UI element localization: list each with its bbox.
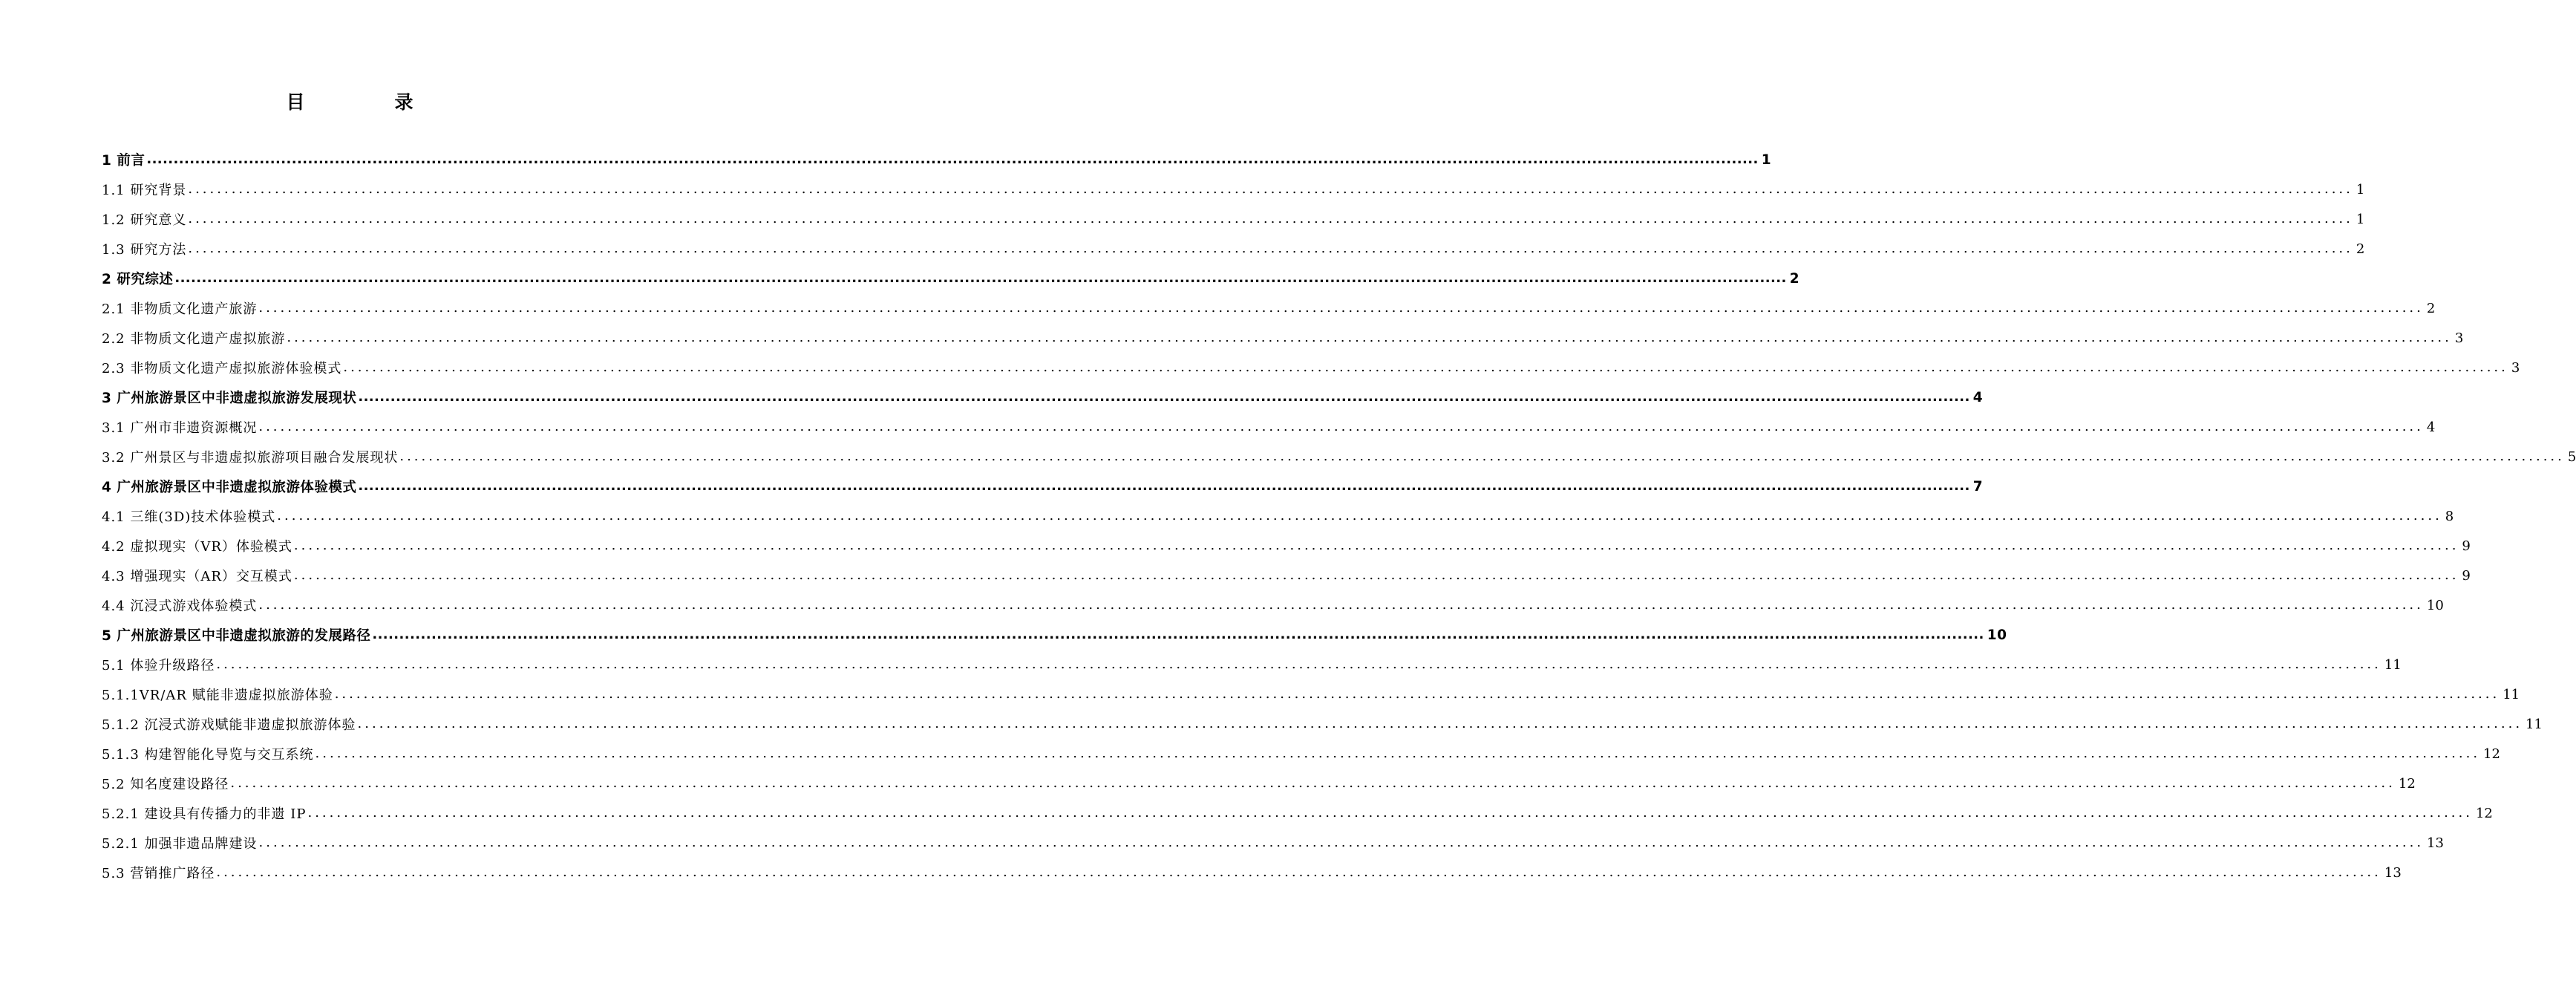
toc-entry-label: 3.2 广州景区与非遗虚拟旅游项目融合发展现状 [102,450,399,466]
toc-entry-page-number: 4 [1972,389,1984,405]
toc-dot-leader: ............................................................................................................................................................................................................................................................................................................ [293,567,2459,583]
toc-chapter-entry[interactable] [102,145,1772,175]
toc-entry-page-number: 10 [2426,597,2444,613]
toc-section-entry[interactable] [102,769,2416,798]
toc-entry-label: 5.2.1 加强非遗品牌建设 [102,836,258,852]
toc-entry-page-number: 7 [1972,478,1984,495]
toc-entry-page-number: 9 [2462,567,2471,584]
toc-dot-leader: ............................................................................................................................................................................................................................................................................................................ [307,804,2473,821]
toc-dot-leader: ............................................................................................................................................................................................................................................................................................................ [146,151,1759,167]
toc-dot-leader: ............................................................................................................................................................................................................................................................................................................ [258,834,2425,850]
toc-entry-label: 3.1 广州市非遗资源概况 [102,420,258,436]
toc-section-entry[interactable] [102,561,2471,590]
toc-entry-label: 2 研究综述 [102,272,174,287]
toc-entry-page-number: 2 [1789,270,1800,287]
toc-chapter-entry[interactable] [102,620,2007,650]
toc-entry-label: 4 广州旅游景区中非遗虚拟旅游体验模式 [102,480,357,495]
toc-entry-label: 1.1 研究背景 [102,183,187,198]
toc-entry-label: 1.3 研究方法 [102,242,187,258]
toc-dot-leader: ............................................................................................................................................................................................................................................................................................................ [399,448,2565,464]
toc-entry-label: 5.1.3 构建智能化导览与交互系统 [102,747,314,763]
toc-entry-page-number: 3 [2511,359,2520,376]
toc-entry-page-number: 13 [2427,835,2444,851]
toc-dot-leader: ............................................................................................................................................................................................................................................................................................................ [315,745,2481,761]
toc-entry-label: 4.3 增强现实（AR）交互模式 [102,569,292,584]
toc-section-entry[interactable] [102,798,2493,828]
toc-entry-page-number: 12 [2475,805,2493,821]
toc-section-entry[interactable] [102,828,2444,858]
toc-entry-label: 4.1 三维(3D)技术体验模式 [102,509,276,525]
toc-entry-page-number: 12 [2398,775,2416,792]
toc-entry-page-number: 2 [2426,300,2436,316]
toc-section-entry[interactable] [102,353,2520,382]
table-of-contents [102,145,2576,887]
toc-chapter-entry[interactable] [102,264,1800,293]
toc-dot-leader: ............................................................................................................................................................................................................................................................................................................ [188,180,2353,197]
toc-dot-leader: ............................................................................................................................................................................................................................................................................................................ [372,626,1984,642]
toc-section-entry[interactable] [102,501,2454,531]
toc-entry-label: 1 前言 [102,153,146,169]
toc-entry-label: 5.1.1VR/AR 赋能非遗虚拟旅游体验 [102,688,333,703]
toc-entry-label: 1.2 研究意义 [102,212,187,228]
toc-section-entry[interactable] [102,323,2464,353]
toc-dot-leader: ............................................................................................................................................................................................................................................................................................................ [277,507,2442,524]
toc-dot-leader: ............................................................................................................................................................................................................................................................................................................ [230,774,2396,791]
toc-entry-label: 2.2 非物质文化遗产虚拟旅游 [102,331,286,347]
toc-section-entry[interactable] [102,412,2436,442]
toc-entry-label: 2.1 非物质文化遗产旅游 [102,301,258,317]
toc-entry-page-number: 4 [2426,419,2436,435]
toc-entry-page-number: 13 [2384,864,2402,881]
toc-entry-page-number: 5 [2567,449,2576,465]
toc-section-entry[interactable] [102,531,2471,561]
toc-entry-page-number: 1 [1761,151,1772,168]
toc-dot-leader: ............................................................................................................................................................................................................................................................................................................ [343,359,2508,375]
toc-dot-leader: ............................................................................................................................................................................................................................................................................................................ [188,210,2353,226]
toc-section-entry[interactable] [102,709,2543,739]
page-title: 目 录 [286,91,449,113]
toc-entry-page-number: 11 [2503,686,2520,702]
toc-section-entry[interactable] [102,175,2365,204]
toc-chapter-entry[interactable] [102,472,1984,501]
toc-dot-leader: ............................................................................................................................................................................................................................................................................................................ [334,685,2500,702]
toc-section-entry[interactable] [102,858,2402,887]
toc-entry-label: 5.2 知名度建设路径 [102,777,229,792]
toc-entry-label: 5.2.1 建设具有传播力的非遗 IP [102,806,307,822]
toc-dot-leader: ............................................................................................................................................................................................................................................................................................................ [216,656,2382,672]
toc-dot-leader: ............................................................................................................................................................................................................................................................................................................ [258,596,2424,613]
toc-section-entry[interactable] [102,293,2436,323]
toc-dot-leader: ............................................................................................................................................................................................................................................................................................................ [358,388,1970,405]
toc-entry-label: 5.1 体验升级路径 [102,658,215,674]
toc-entry-label: 4.4 沉浸式游戏体验模式 [102,599,258,614]
toc-entry-page-number: 1 [2356,211,2365,227]
toc-dot-leader: ............................................................................................................................................................................................................................................................................................................ [216,864,2382,880]
toc-dot-leader: ............................................................................................................................................................................................................................................................................................................ [258,418,2424,434]
toc-section-entry[interactable] [102,442,2576,472]
toc-dot-leader: ............................................................................................................................................................................................................................................................................................................ [293,537,2459,553]
toc-section-entry[interactable] [102,679,2520,709]
toc-section-entry[interactable] [102,590,2444,620]
toc-entry-label: 5.1.2 沉浸式游戏赋能非遗虚拟旅游体验 [102,717,356,733]
toc-entry-page-number: 12 [2483,746,2500,762]
toc-section-entry[interactable] [102,234,2365,264]
toc-section-entry[interactable] [102,739,2500,769]
toc-entry-page-number: 1 [2356,181,2365,198]
toc-entry-page-number: 8 [2445,508,2454,524]
toc-dot-leader: ............................................................................................................................................................................................................................................................................................................ [287,329,2452,345]
toc-entry-label: 5.3 营销推广路径 [102,866,215,881]
toc-dot-leader: ............................................................................................................................................................................................................................................................................................................ [258,299,2424,316]
toc-entry-page-number: 2 [2356,241,2365,257]
toc-section-entry[interactable] [102,204,2365,234]
toc-dot-leader: ............................................................................................................................................................................................................................................................................................................ [357,715,2523,731]
toc-entry-label: 2.3 非物质文化遗产虚拟旅游体验模式 [102,361,342,376]
toc-chapter-entry[interactable] [102,382,1984,412]
toc-entry-page-number: 9 [2462,538,2471,554]
toc-entry-page-number: 10 [1987,627,2007,643]
toc-entry-label: 3 广州旅游景区中非遗虚拟旅游发展现状 [102,391,357,406]
toc-entry-label: 4.2 虚拟现实（VR）体验模式 [102,539,292,555]
toc-section-entry[interactable] [102,650,2402,679]
toc-entry-label: 5 广州旅游景区中非遗虚拟旅游的发展路径 [102,628,371,644]
toc-entry-page-number: 11 [2526,716,2543,732]
toc-dot-leader: ............................................................................................................................................................................................................................................................................................................ [174,270,1787,286]
toc-entry-page-number: 3 [2454,330,2464,346]
toc-entry-page-number: 11 [2384,656,2402,673]
toc-dot-leader: ............................................................................................................................................................................................................................................................................................................ [358,477,1970,494]
toc-dot-leader: ............................................................................................................................................................................................................................................................................................................ [188,240,2353,256]
